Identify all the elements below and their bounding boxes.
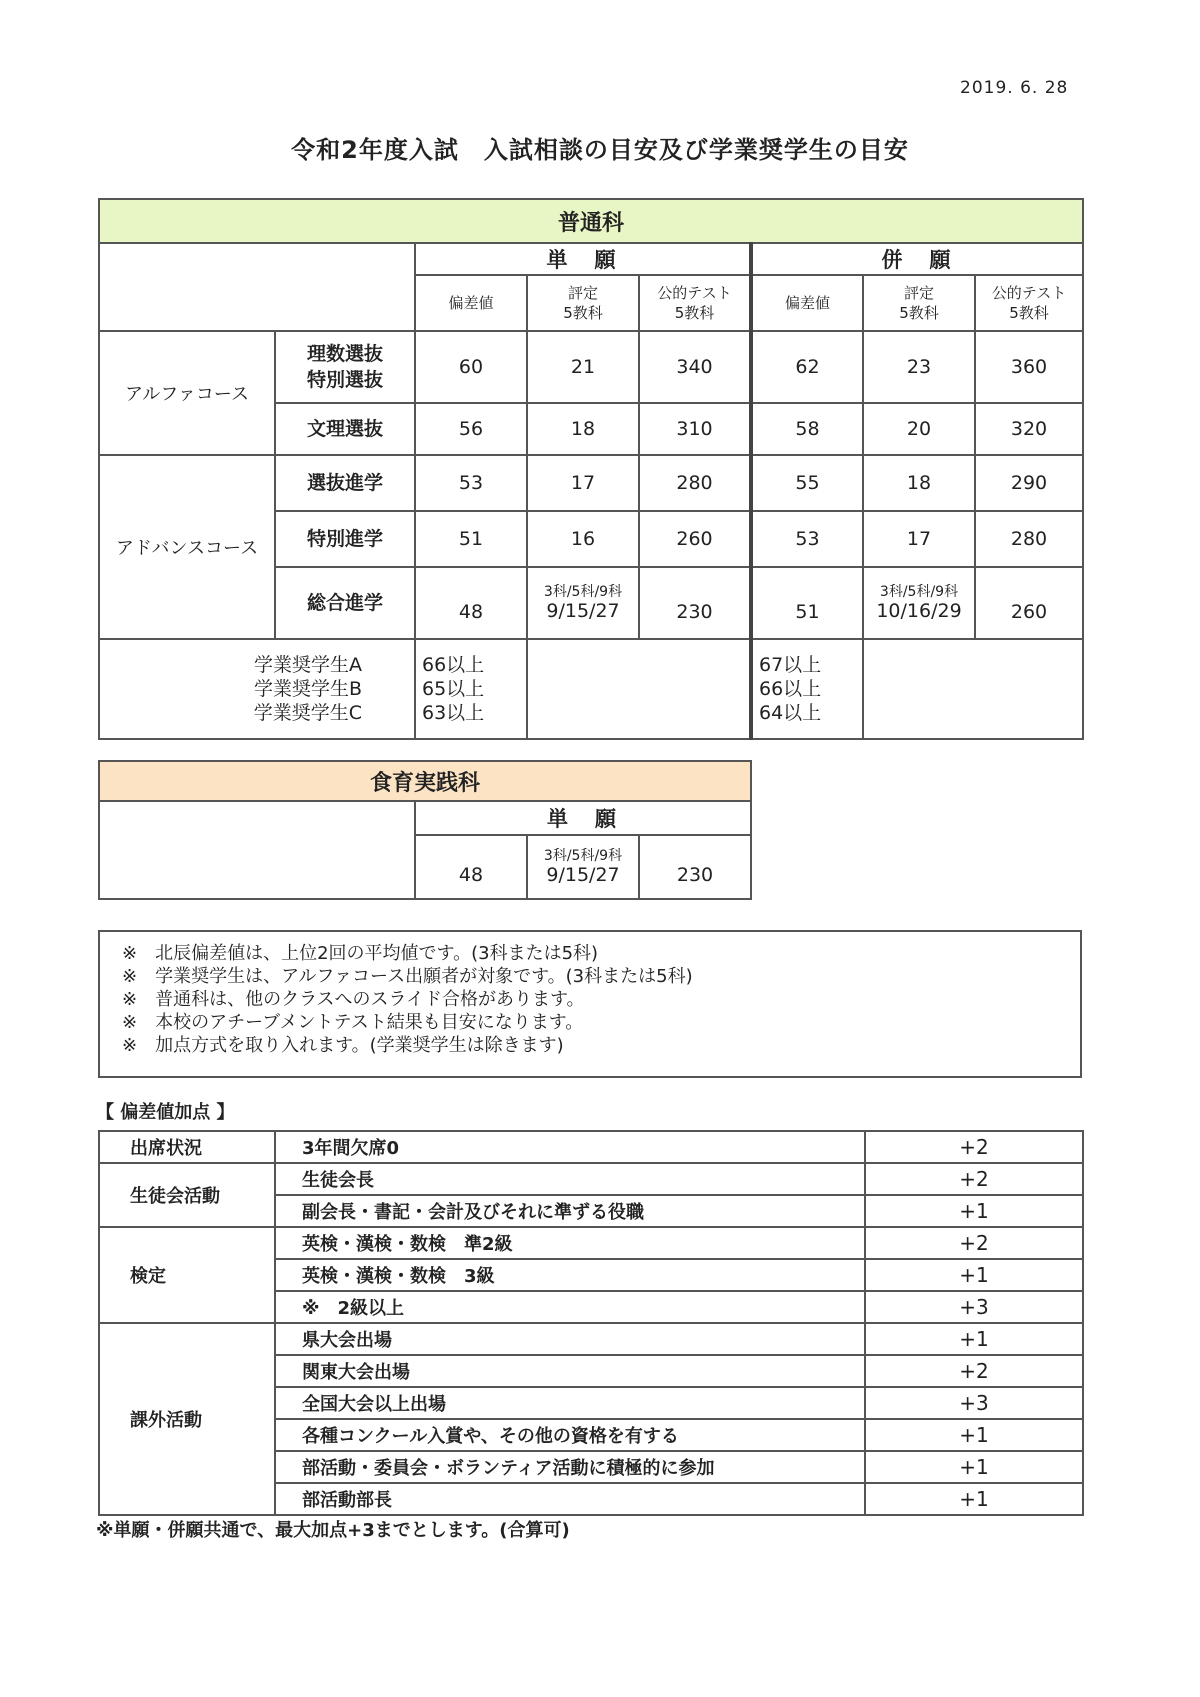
bonus-points: +1 bbox=[865, 1419, 1083, 1451]
col-test-l1: 公的テスト bbox=[657, 284, 732, 302]
bonus-item: 各種コンクール入賞や、その他の資格を有する bbox=[275, 1419, 865, 1451]
note-line: ※ 普通科は、他のクラスへのスライド合格があります。 bbox=[122, 989, 585, 1010]
tangan-hyotei: 16 bbox=[527, 511, 639, 567]
heigan-hyotei: 10/16/29 bbox=[876, 600, 962, 622]
course-advance: アドバンスコース bbox=[99, 455, 275, 639]
document-date: 2019. 6. 28 bbox=[960, 78, 1069, 98]
bonus-points: +2 bbox=[865, 1131, 1083, 1163]
track-name: 総合進学 bbox=[275, 567, 415, 639]
futsuka-table bbox=[98, 198, 1084, 740]
bonus-section-label: 【 偏差値加点 】 bbox=[96, 1102, 235, 1123]
scholar-a: 学業奨学生A bbox=[254, 654, 362, 676]
bonus-points: +1 bbox=[865, 1259, 1083, 1291]
bonus-category: 検定 bbox=[99, 1227, 275, 1323]
col-hensachi: 偏差値 bbox=[751, 275, 863, 331]
heigan-test: 290 bbox=[975, 455, 1083, 511]
track-name: 選抜進学 bbox=[275, 455, 415, 511]
hyotei-note: 3科/5科/9科 bbox=[543, 584, 623, 600]
heigan-scholar-c: 64以上 bbox=[759, 702, 822, 724]
bonus-item: 英検・漢検・数検 準2級 bbox=[275, 1227, 865, 1259]
heigan-hyotei-cell bbox=[863, 567, 975, 639]
bonus-item: 生徒会長 bbox=[275, 1163, 865, 1195]
corner-cell bbox=[99, 801, 415, 899]
bonus-item: 3年間欠席0 bbox=[275, 1131, 865, 1163]
heigan-scholar-b: 66以上 bbox=[759, 678, 822, 700]
bonus-points: +2 bbox=[865, 1355, 1083, 1387]
heigan-hensachi: 58 bbox=[751, 403, 863, 455]
bonus-points: +2 bbox=[865, 1227, 1083, 1259]
tangan-scholar-c: 63以上 bbox=[422, 702, 485, 724]
empty-cell bbox=[863, 639, 1083, 739]
tangan-hensachi: 60 bbox=[415, 331, 527, 403]
bonus-item: 部活動部長 bbox=[275, 1483, 865, 1515]
col-hyotei-l2: 5教科 bbox=[899, 304, 939, 322]
note-line: ※ 北辰偏差値は、上位2回の平均値です。(3科または5科) bbox=[122, 943, 599, 964]
heigan-hensachi: 51 bbox=[751, 567, 863, 639]
heigan-hyotei: 23 bbox=[863, 331, 975, 403]
col-test-l2: 5教科 bbox=[674, 304, 715, 322]
col-test-l1: 公的テスト bbox=[991, 284, 1067, 302]
bonus-item: 県大会出場 bbox=[275, 1323, 865, 1355]
tangan-hyotei: 18 bbox=[527, 403, 639, 455]
note-line: ※ 学業奨学生は、アルファコース出願者が対象です。(3科または5科) bbox=[122, 966, 693, 987]
group-heigan: 併 願 bbox=[751, 243, 1083, 275]
heigan-hyotei: 18 bbox=[863, 455, 975, 511]
tangan-hensachi: 48 bbox=[415, 567, 527, 639]
tangan-hyotei: 21 bbox=[527, 331, 639, 403]
bonus-points: +1 bbox=[865, 1195, 1083, 1227]
heigan-hyotei: 20 bbox=[863, 403, 975, 455]
bonus-item: 部活動・委員会・ボランティア活動に積極的に参加 bbox=[275, 1451, 865, 1483]
col-hyotei bbox=[863, 275, 975, 331]
document-title: 令和2年度入試 入試相談の目安及び学業奨学生の目安 bbox=[291, 136, 909, 164]
tangan-scholar-values bbox=[415, 639, 527, 739]
tangan-test: 260 bbox=[639, 511, 751, 567]
bonus-item: 英検・漢検・数検 3級 bbox=[275, 1259, 865, 1291]
col-hyotei-l1: 評定 bbox=[567, 284, 598, 302]
heigan-hyotei: 17 bbox=[863, 511, 975, 567]
bonus-points: +3 bbox=[865, 1291, 1083, 1323]
bonus-points: +2 bbox=[865, 1163, 1083, 1195]
col-test bbox=[639, 275, 751, 331]
tangan-hyotei: 17 bbox=[527, 455, 639, 511]
bonus-table bbox=[98, 1130, 1084, 1516]
bonus-category: 生徒会活動 bbox=[99, 1163, 275, 1227]
shokuiku-table bbox=[98, 760, 752, 900]
heigan-test: 320 bbox=[975, 403, 1083, 455]
hyotei-note: 3科/5科/9科 bbox=[543, 848, 623, 864]
track-name: 理数選抜 bbox=[306, 343, 383, 365]
tangan-test: 280 bbox=[639, 455, 751, 511]
scholar-b: 学業奨学生B bbox=[253, 678, 362, 700]
tangan-test: 310 bbox=[639, 403, 751, 455]
shokuiku-header: 食育実践科 bbox=[99, 761, 751, 801]
heigan-test: 260 bbox=[975, 567, 1083, 639]
track-cell bbox=[275, 331, 415, 403]
bonus-category: 課外活動 bbox=[99, 1323, 275, 1515]
course-alpha: アルファコース bbox=[99, 331, 275, 455]
heigan-test: 360 bbox=[975, 331, 1083, 403]
notes-box bbox=[98, 930, 1082, 1078]
bonus-points: +1 bbox=[865, 1483, 1083, 1515]
scholar-labels bbox=[99, 639, 415, 739]
heigan-scholar-values bbox=[751, 639, 863, 739]
tangan-test: 340 bbox=[639, 331, 751, 403]
bonus-points: +3 bbox=[865, 1387, 1083, 1419]
note-line: ※ 加点方式を取り入れます。(学業奨学生は除きます) bbox=[122, 1035, 564, 1056]
col-hyotei-l2: 5教科 bbox=[563, 304, 603, 322]
col-test-l2: 5教科 bbox=[1009, 304, 1049, 322]
tangan-hensachi: 51 bbox=[415, 511, 527, 567]
bonus-item: 副会長・書記・会計及びそれに準ずる役職 bbox=[275, 1195, 865, 1227]
heigan-scholar-a: 67以上 bbox=[759, 654, 822, 676]
empty-cell bbox=[527, 639, 751, 739]
track-name: 特別進学 bbox=[275, 511, 415, 567]
hyotei-note: 3科/5科/9科 bbox=[879, 584, 959, 600]
col-hyotei bbox=[527, 275, 639, 331]
bonus-item: 関東大会出場 bbox=[275, 1355, 865, 1387]
shokuiku-test: 230 bbox=[639, 835, 751, 899]
track-name: 特別選抜 bbox=[306, 369, 383, 391]
footer-note: ※単願・併願共通で、最大加点+3までとします。(合算可) bbox=[96, 1520, 570, 1541]
col-hensachi: 偏差値 bbox=[415, 275, 527, 331]
futsuka-header: 普通科 bbox=[99, 199, 1083, 243]
shokuiku-hyotei-cell bbox=[527, 835, 639, 899]
tangan-test: 230 bbox=[639, 567, 751, 639]
bonus-category: 出席状況 bbox=[99, 1131, 275, 1163]
tangan-hyotei-cell bbox=[527, 567, 639, 639]
heigan-hensachi: 62 bbox=[751, 331, 863, 403]
tangan-hensachi: 53 bbox=[415, 455, 527, 511]
tangan-hensachi: 56 bbox=[415, 403, 527, 455]
shokuiku-hensachi: 48 bbox=[415, 835, 527, 899]
shokuiku-hyotei: 9/15/27 bbox=[546, 864, 620, 886]
note-line: ※ 本校のアチーブメントテスト結果も目安になります。 bbox=[122, 1012, 584, 1033]
bonus-item: 全国大会以上出場 bbox=[275, 1387, 865, 1419]
heigan-test: 280 bbox=[975, 511, 1083, 567]
corner-cell bbox=[99, 243, 415, 331]
track-name: 文理選抜 bbox=[275, 403, 415, 455]
scholar-c: 学業奨学生C bbox=[253, 702, 362, 724]
col-hyotei-l1: 評定 bbox=[903, 284, 934, 302]
bonus-item: ※ 2級以上 bbox=[275, 1291, 865, 1323]
tangan-scholar-a: 66以上 bbox=[422, 654, 485, 676]
group-tangan: 単 願 bbox=[415, 243, 751, 275]
heigan-hensachi: 53 bbox=[751, 511, 863, 567]
tangan-hyotei: 9/15/27 bbox=[546, 600, 620, 622]
heigan-hensachi: 55 bbox=[751, 455, 863, 511]
group-tangan: 単 願 bbox=[415, 801, 751, 835]
col-test bbox=[975, 275, 1083, 331]
bonus-points: +1 bbox=[865, 1451, 1083, 1483]
bonus-points: +1 bbox=[865, 1323, 1083, 1355]
tangan-scholar-b: 65以上 bbox=[422, 678, 485, 700]
